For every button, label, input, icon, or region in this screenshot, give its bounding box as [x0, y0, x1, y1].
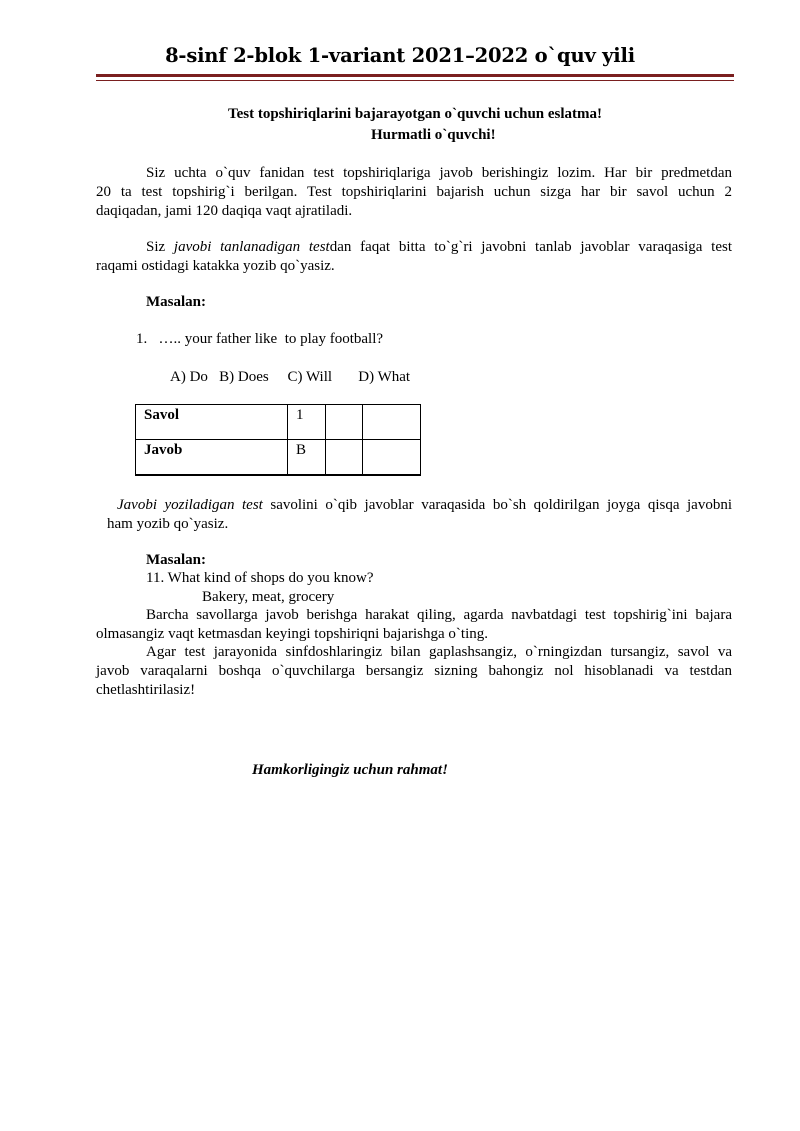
example-label: Masalan: — [146, 552, 206, 568]
text-suffix: dan faqat bitta to`g`ri javobni tanlab javoblar varaqasiga test — [329, 239, 732, 255]
answer-table — [135, 404, 421, 476]
table-row — [136, 405, 421, 440]
example-question: 11. What kind of shops do you know? — [146, 570, 374, 586]
text-prefix: Siz — [146, 239, 174, 255]
paragraph-line: javob varaqalarni boshqa o`quvchilarga bersangiz sizning bahongiz nol hisoblanadi va testdan — [96, 663, 732, 679]
table-cell — [363, 405, 421, 440]
table-cell: 1 — [288, 405, 326, 440]
example-label: Masalan: — [146, 294, 206, 310]
table-cell-label: Javob — [136, 440, 288, 475]
table-row — [136, 440, 421, 475]
table-cell — [363, 440, 421, 475]
paragraph-line: 20 ta test topshirig`i berilgan. Test topshiriqlarini bajarish uchun sizga har bir savol uchun 2 — [96, 184, 732, 200]
italic-term: Javobi yoziladigan test — [117, 497, 263, 513]
paragraph-warning — [96, 643, 732, 700]
page-title: 8-sinf 2-blok 1-variant 2021–2022 o`quv yili — [165, 44, 635, 67]
paragraph-line — [107, 496, 732, 515]
paragraph-line: ham yozib qo`yasiz. — [107, 516, 229, 532]
paragraph-line: Barcha savollarga javob berishga harakat qiling, agarda navbatdagi test topshirig`ini bajara — [146, 607, 732, 623]
closing-thanks: Hamkorligingiz uchun rahmat! — [252, 762, 448, 778]
memo-greeting: Hurmatli o`quvchi! — [371, 127, 496, 143]
paragraph-written-answer — [107, 496, 732, 534]
header-rule-thick — [96, 74, 734, 77]
paragraph-line: olmasangiz vaqt ketmasdan keyingi topshiriqni bajarishga o`ting. — [96, 626, 488, 642]
memo-title: Test topshiriqlarini bajarayotgan o`quvchi uchun eslatma! — [227, 106, 603, 122]
header-rule-thin — [96, 80, 734, 81]
table-cell — [326, 405, 363, 440]
paragraph-line: Agar test jarayonida sinfdoshlaringiz bilan gaplashsangiz, o`rningizdan tursangiz, savol va — [146, 644, 732, 660]
table-cell-label: Savol — [136, 405, 288, 440]
paragraph-line: Siz uchta o`quv fanidan test topshiriqlariga javob berishingiz lozim. Har bir predmetdan — [146, 165, 732, 181]
paragraph-advice — [96, 606, 732, 644]
paragraph-line: chetlashtirilasiz! — [96, 682, 196, 698]
paragraph-line — [96, 238, 732, 257]
example-options: A) Do B) Does C) Will D) What — [170, 369, 411, 385]
table-cell: B — [288, 440, 326, 475]
paragraph-line: daqiqadan, jami 120 daqiqa vaqt ajratiladi. — [96, 203, 353, 219]
paragraph-multiple-choice — [96, 238, 732, 276]
example-question: 1. ….. your father like to play football? — [136, 331, 384, 347]
example-answer: Bakery, meat, grocery — [202, 589, 335, 605]
table-cell — [326, 440, 363, 475]
paragraph-instructions — [96, 164, 732, 221]
paragraph-line: raqami ostidagi katakka yozib qo`yasiz. — [96, 258, 335, 274]
text-suffix: savolini o`qib javoblar varaqasida bo`sh qoldirilgan joyga qisqa javobni — [262, 497, 733, 513]
italic-term: javobi tanlanadigan test — [173, 239, 330, 255]
